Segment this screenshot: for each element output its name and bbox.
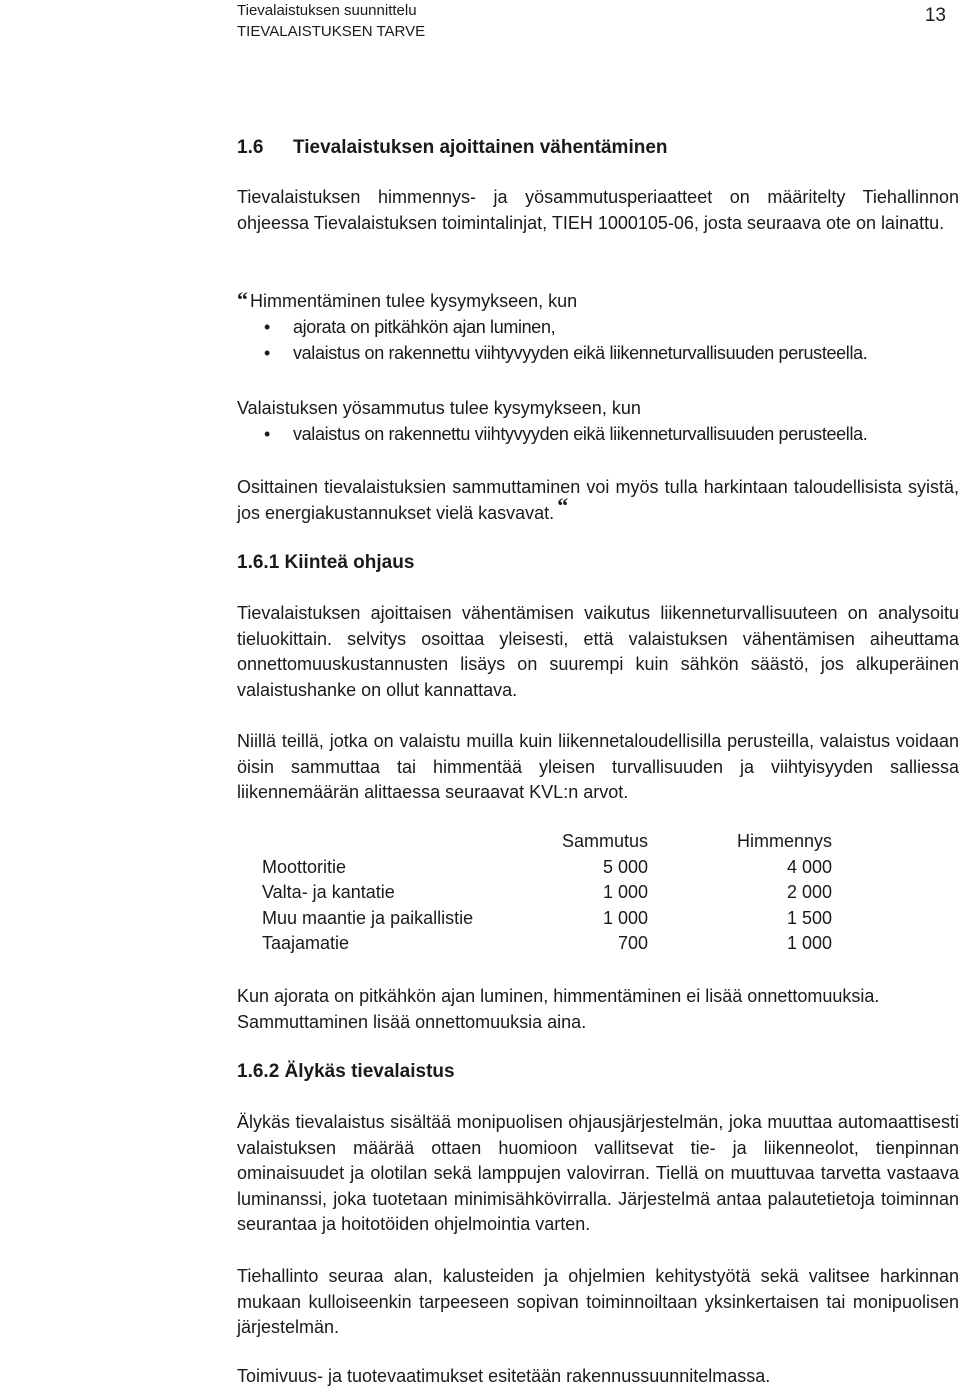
quote-close-mark: “ [557, 492, 569, 518]
intro-paragraph: Tievalaistuksen himmennys- ja yösammutusperiaatteet on määritelty Tiehallinnon ohjeessa Tievalaistuksen toimintalinjat, TIEH 1000105-06, josta seuraava ote on lainattu. [237, 187, 959, 233]
table-cell-himmennys: 1 000 [786, 933, 832, 954]
table-cell-sammutus: 1 000 [602, 907, 648, 928]
table-row [262, 906, 832, 932]
table-cell-himmennys: 2 000 [786, 882, 832, 903]
switchoff-accidents-line: Sammuttaminen lisää onnettomuuksia aina. [237, 1012, 587, 1032]
subsection-number: 1.6.2 [237, 1061, 280, 1082]
partial-switchoff-paragraph [237, 475, 959, 526]
table-row [262, 880, 832, 906]
table-header-road [262, 829, 552, 855]
table-row [262, 855, 832, 881]
table-cell-sammutus: 700 [617, 933, 648, 954]
quote-dimming-lead [237, 289, 577, 315]
running-header-title: Tievalaistuksen suunnittelu [237, 2, 417, 19]
bullet-text: valaistus on rakennettu viihtyvyyden eikä liikenneturvallisuuden perusteella. [293, 424, 868, 444]
smart-lighting-paragraph-1: Älykäs tievalaistus sisältää monipuolisen ohjausjärjestelmän, joka muuttaa automaattisesti valaistuksen määrää ottaen huomioon vallitsevat tie- ja liikenneolot, tienpinnan ominaisuudet ja olotilan sekä lamppujen valovirran. Tiellä on muuttuvaa tarvetta vastaava luminanssi, joka tuotetaan minimisähkövirralla. Järjestelmä antaa palautetietoja toiminnan seurantaa ja hoitotöiden ohjelmointia varten. [237, 1112, 959, 1235]
subsection-title: Älykäs tievalaistus [284, 1061, 455, 1082]
bullet-dot: • [264, 343, 271, 363]
table-cell-sammutus: 5 000 [602, 856, 648, 877]
dimming-lead-text: Himmentäminen tulee kysymykseen, kun [250, 291, 578, 311]
requirements-line: Toimivuus- ja tuotevaatimukset esitetään rakennussuunnitelmassa. [237, 1366, 771, 1386]
subsection-number: 1.6.1 [237, 552, 280, 573]
subsection-heading [237, 550, 414, 576]
bullet-text: valaistus on rakennettu viihtyvyyden eikä liikenneturvallisuuden perusteella. [293, 343, 868, 363]
bullet-dot: • [264, 424, 271, 444]
kvl-threshold-table [262, 829, 832, 957]
table-cell-road: Moottoritie [262, 856, 347, 877]
quote-open-mark: “ [237, 287, 248, 312]
smart-lighting-paragraph-2: Tiehallinto seuraa alan, kalusteiden ja ohjelmien kehitystyötä sekä valitsee harkinnan mukaan kulloiseenkin tarpeeseen sopivan toiminnoiltaan yksinkertaisen tai monipuolisen järjestelmän. [237, 1266, 959, 1338]
section-heading [237, 135, 668, 161]
subsection-title: Kiinteä ohjaus [284, 552, 415, 573]
table-cell-sammutus: 1 000 [602, 882, 648, 903]
table-cell-himmennys: 1 500 [786, 907, 832, 928]
bullet-dot: • [264, 317, 271, 337]
running-header-chapter: TIEVALAISTUKSEN TARVE [237, 23, 426, 40]
section-title: Tievalaistuksen ajoittainen vähentäminen [293, 137, 668, 158]
subsection-heading [237, 1059, 455, 1085]
table-header-sammutus: Sammutus [561, 831, 648, 851]
fixed-control-paragraph-1: Tievalaistuksen ajoittaisen vähentämisen vaikutus liikenneturvallisuuteen on analysoitu tieluokittain. selvitys osoittaa yleisesti, että valaistuksen vähentämisen aiheuttama onnettomuuskustannusten lisäys on suurempi kuin sähkön säästö, jos alkuperäinen valaistushanke on ollut kannattava. [237, 603, 959, 700]
table-cell-road: Valta- ja kantatie [262, 882, 395, 903]
table-header-row [262, 829, 832, 855]
section-number: 1.6 [237, 137, 264, 158]
table-header-himmennys: Himmennys [736, 831, 832, 851]
table-cell-himmennys: 4 000 [786, 856, 832, 877]
bullet-text: ajorata on pitkähkön ajan luminen, [293, 317, 556, 337]
page-number: 13 [924, 5, 946, 26]
switchoff-lead: Valaistuksen yösammutus tulee kysymykseen, kun [237, 398, 641, 418]
table-cell-road: Taajamatie [262, 933, 350, 954]
table-cell-road: Muu maantie ja paikallistie [262, 907, 474, 928]
table-row [262, 931, 832, 957]
snow-dimming-line: Kun ajorata on pitkähkön ajan luminen, himmentäminen ei lisää onnettomuuksia. [237, 986, 880, 1006]
fixed-control-paragraph-2: Niillä teillä, jotka on valaistu muilla kuin liikennetaloudellisilla perusteilla, valaistus voidaan öisin sammuttaa tai himmentää yleisen turvallisuuden ja viihtyisyyden salliessa liikennemäärän alittaessa seuraavat KVL:n arvot. [237, 731, 959, 803]
partial-text: Osittainen tievalaistuksien sammuttaminen voi myös tulla harkintaan taloudellisista syistä, jos energiakustannukset vielä kasvavat. [237, 477, 959, 523]
